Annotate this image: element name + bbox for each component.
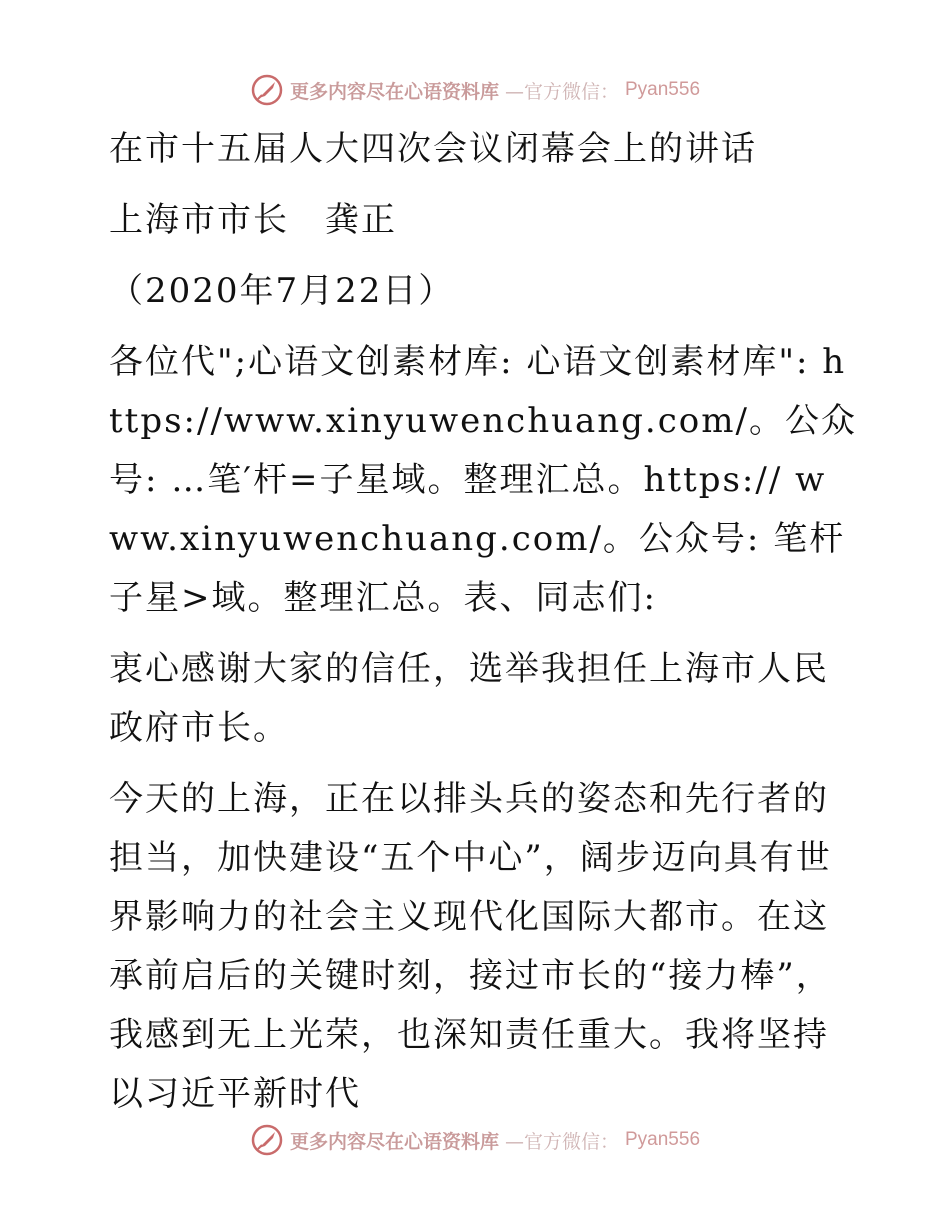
watermark-main-text: 更多内容尽在心语资料库	[289, 1130, 499, 1153]
footer-watermark	[0, 1120, 950, 1160]
date-line: （2020年7月22日）	[109, 271, 455, 311]
quill-logo-icon	[250, 1123, 284, 1157]
paragraph: 今天的上海，正在以排头兵的姿态和先行者的担当，加快建设“五个中心”，阔步迈向具有世界影响力的社会主义现代化国际大都市。在这承前启后的关键时刻，接过市长的“接力棒”，我感到无上光荣，也深知责任重大。我将坚持以习近平新时代	[109, 779, 832, 1114]
watermark-separator-text: —官方微信：	[504, 1130, 619, 1153]
watermark-main-text: 更多内容尽在心语资料库	[289, 80, 499, 103]
document-body	[97, 120, 857, 1136]
watermark-separator-text: —官方微信：	[504, 80, 619, 103]
watermark-wechat-id: Pyan556	[625, 1129, 701, 1150]
header-watermark	[0, 70, 950, 110]
paragraph: 各位代";心语文创素材库: 心语文创素材库": https://www.xinyuwenchuang.com/。公众号: …笔′杆=子星域。整理汇总。https:// www.xinyuwenchuang.com/。公众号: 笔杆子星>域。整理汇总。表、同志们:	[109, 342, 857, 618]
paragraph: 衷心感谢大家的信任，选举我担任上海市人民政府市长。	[109, 649, 829, 748]
quill-logo-icon	[250, 73, 284, 107]
watermark-wechat-id: Pyan556	[625, 79, 701, 100]
document-title: 在市十五届人大四次会议闭幕会上的讲话	[109, 129, 757, 169]
speaker-line: 上海市市长 龚正	[109, 200, 397, 240]
